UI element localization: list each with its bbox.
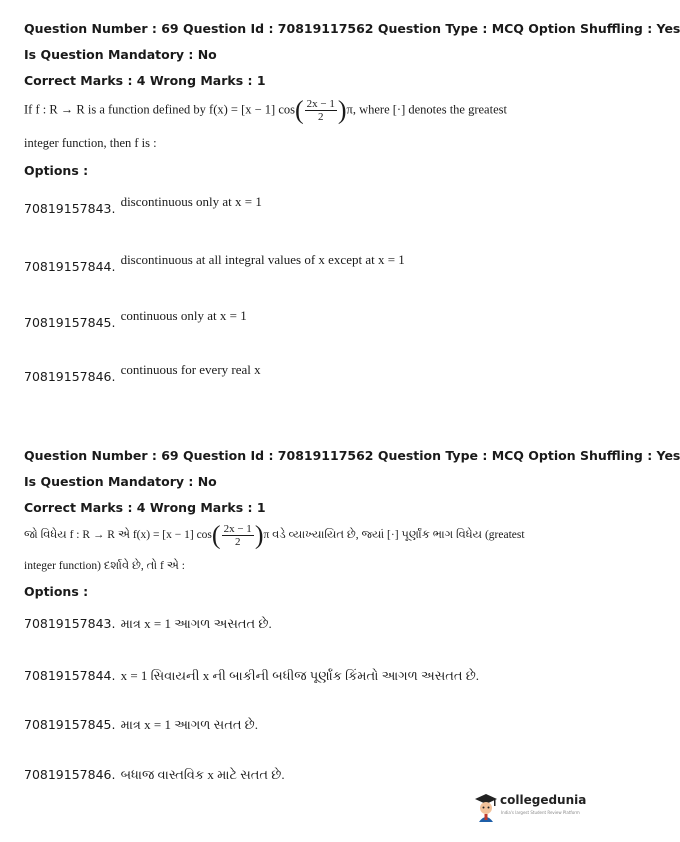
option-id: 70819157846. bbox=[24, 369, 116, 384]
collegedunia-logo bbox=[474, 790, 587, 824]
option-4[interactable] bbox=[24, 362, 261, 385]
question-text-line2: integer function) દર્શાવે છે, તો f એ : bbox=[24, 560, 185, 572]
option-id: 70819157844. bbox=[24, 668, 116, 683]
question-text: જો વિધેય f : R → R એ f(x) = [x − 1] cos( $\frac{2x - 1}{2}$ )π વડે વ્યાખ્યાયિત છે, જ્યાં [·] પૂર્ણાંક ભાગ વિધેય (greatest bbox=[24, 520, 525, 550]
question-block-english bbox=[24, 16, 680, 396]
option-id: 70819157845. bbox=[24, 717, 116, 732]
option-1[interactable] bbox=[24, 194, 262, 217]
question-text-line2: integer function, then f is : bbox=[24, 136, 157, 150]
options-label: Options : bbox=[24, 163, 89, 178]
logo-wordmark: collegedunia bbox=[500, 793, 587, 807]
option-id: 70819157843. bbox=[24, 616, 116, 631]
mandatory-line: Is Question Mandatory : No bbox=[24, 47, 217, 62]
option-3[interactable] bbox=[24, 308, 247, 331]
option-id: 70819157846. bbox=[24, 767, 116, 782]
question-text-part1: If f : R → R is a function defined by f(x) = [x − 1] cos bbox=[24, 102, 295, 117]
option-text: discontinuous at all integral values of x except at x = 1 bbox=[120, 252, 405, 267]
option-2[interactable] bbox=[24, 252, 405, 275]
question-text: If f : R → R is a function defined by f(x) = [x − 1] cos( $\frac{2x - 1}{2}$ )π, where [·] denotes the greatest bbox=[24, 95, 507, 125]
option-id: 70819157844. bbox=[24, 259, 116, 274]
option-3[interactable] bbox=[24, 714, 258, 733]
question-text-part2: π વડે વ્યાખ્યાયિત છે, જ્યાં [·] પૂર્ણાંક ભાગ વિધેય (greatest bbox=[263, 529, 525, 542]
question-text-part1: જો વિધેય f : R → R એ f(x) = [x − 1] cos bbox=[24, 529, 212, 542]
fraction: $\frac{2x - 1}{2}$ bbox=[306, 98, 335, 123]
mandatory-line: Is Question Mandatory : No bbox=[24, 474, 217, 489]
option-text: માત્ર x = 1 આગળ સતત છે. bbox=[120, 717, 258, 732]
option-id: 70819157845. bbox=[24, 315, 116, 330]
option-text: બધાજ વાસ્તવિક x માટે સતત છે. bbox=[120, 767, 285, 782]
question-header: Question Number : 69 Question Id : 70819117562 Question Type : MCQ Option Shuffling : Yes bbox=[24, 448, 680, 463]
question-block-gujarati bbox=[24, 443, 680, 788]
option-id: 70819157843. bbox=[24, 201, 116, 216]
option-1[interactable] bbox=[24, 613, 272, 632]
question-header: Question Number : 69 Question Id : 70819117562 Question Type : MCQ Option Shuffling : Yes bbox=[24, 21, 680, 36]
option-4[interactable] bbox=[24, 764, 285, 783]
option-text: continuous for every real x bbox=[120, 362, 261, 377]
question-text-part2: π, where [·] denotes the greatest bbox=[346, 102, 507, 117]
option-text: discontinuous only at x = 1 bbox=[120, 194, 262, 209]
options-label: Options : bbox=[24, 584, 89, 599]
logo-tagline: India's largest Student Review Platform bbox=[501, 810, 580, 815]
marks-line: Correct Marks : 4 Wrong Marks : 1 bbox=[24, 500, 266, 515]
marks-line: Correct Marks : 4 Wrong Marks : 1 bbox=[24, 73, 266, 88]
option-text: માત્ર x = 1 આગળ અસતત છે. bbox=[120, 616, 272, 631]
graduate-mascot-icon bbox=[474, 792, 498, 822]
option-2[interactable] bbox=[24, 665, 479, 684]
option-text: x = 1 સિવાયની x ની બાકીની બધીજ પૂર્ણાંક કિંમતો આગળ અસતત છે. bbox=[120, 668, 480, 683]
fraction: $\frac{2x - 1}{2}$ bbox=[223, 523, 252, 548]
option-text: continuous only at x = 1 bbox=[120, 308, 247, 323]
